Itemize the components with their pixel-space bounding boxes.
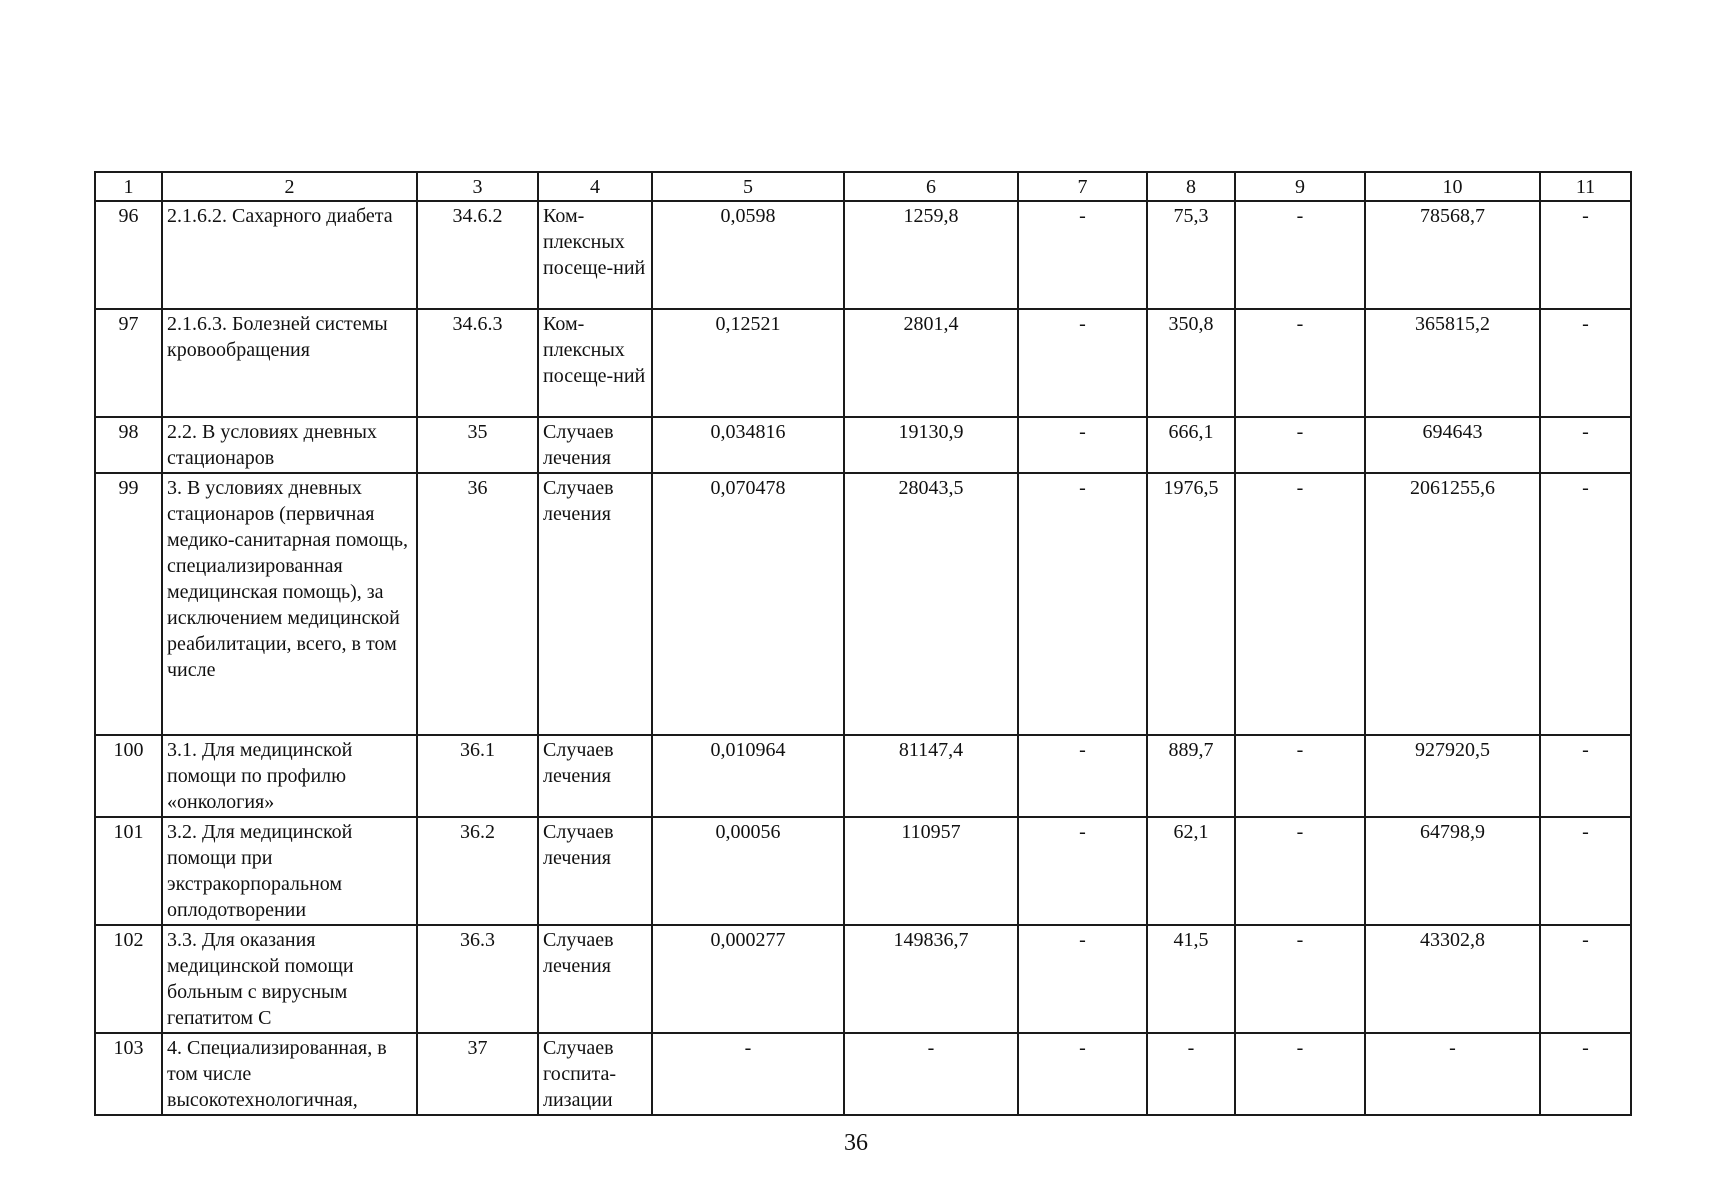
row-unit: Ком-плексных посеще-ний [538,309,652,417]
row-code: 36.2 [417,817,538,925]
row-unit: Случаев лечения [538,473,652,735]
cell-col10: - [1365,1033,1540,1115]
cell-col6: 2801,4 [844,309,1018,417]
cell-col8: 889,7 [1147,735,1235,817]
cell-col5: 0,070478 [652,473,844,735]
row-number: 98 [95,417,162,473]
cell-col8: - [1147,1033,1235,1115]
row-code: 35 [417,417,538,473]
cell-col10: 927920,5 [1365,735,1540,817]
cell-col10: 365815,2 [1365,309,1540,417]
column-header: 11 [1540,172,1631,201]
cell-col8: 41,5 [1147,925,1235,1033]
cell-col8: 666,1 [1147,417,1235,473]
row-name: 3. В условиях дневных стационаров (первичная медико-санитарная помощь, специализированная медицинская помощь), за исключением медицинской реабилитации, всего, в том числе [162,473,417,735]
cell-col5: 0,010964 [652,735,844,817]
table-row [95,925,1631,1033]
cell-col10: 2061255,6 [1365,473,1540,735]
table-row [95,417,1631,473]
cell-col7: - [1018,925,1147,1033]
cell-col11: - [1540,201,1631,309]
cell-col5: 0,00056 [652,817,844,925]
cell-col8: 350,8 [1147,309,1235,417]
cell-col11: - [1540,817,1631,925]
cell-col5: - [652,1033,844,1115]
cell-col11: - [1540,473,1631,735]
row-name: 4. Специализированная, в том числе высокотехнологичная, [162,1033,417,1115]
row-unit: Случаев лечения [538,735,652,817]
data-table [94,171,1632,1116]
row-code: 34.6.2 [417,201,538,309]
table-row [95,309,1631,417]
cell-col8: 1976,5 [1147,473,1235,735]
cell-col11: - [1540,925,1631,1033]
cell-col10: 694643 [1365,417,1540,473]
row-unit: Случаев лечения [538,925,652,1033]
row-name: 3.3. Для оказания медицинской помощи больным с вирусным гепатитом С [162,925,417,1033]
row-number: 96 [95,201,162,309]
cell-col6: 149836,7 [844,925,1018,1033]
row-number: 102 [95,925,162,1033]
cell-col5: 0,12521 [652,309,844,417]
column-header: 5 [652,172,844,201]
cell-col7: - [1018,417,1147,473]
column-header: 8 [1147,172,1235,201]
row-number: 100 [95,735,162,817]
cell-col9: - [1235,309,1365,417]
cell-col7: - [1018,817,1147,925]
row-name: 2.2. В условиях дневных стационаров [162,417,417,473]
cell-col9: - [1235,201,1365,309]
row-number: 101 [95,817,162,925]
row-number: 99 [95,473,162,735]
cell-col11: - [1540,417,1631,473]
cell-col10: 43302,8 [1365,925,1540,1033]
row-unit: Ком-плексных посеще-ний [538,201,652,309]
cell-col6: 1259,8 [844,201,1018,309]
column-header: 4 [538,172,652,201]
cell-col7: - [1018,201,1147,309]
cell-col7: - [1018,473,1147,735]
cell-col9: - [1235,1033,1365,1115]
row-name: 3.2. Для медицинской помощи при экстракорпоральном оплодотворении [162,817,417,925]
cell-col9: - [1235,925,1365,1033]
table-row [95,1033,1631,1115]
cell-col7: - [1018,735,1147,817]
column-header: 3 [417,172,538,201]
row-unit: Случаев лечения [538,817,652,925]
cell-col9: - [1235,417,1365,473]
row-code: 37 [417,1033,538,1115]
cell-col6: 81147,4 [844,735,1018,817]
table-row [95,817,1631,925]
cell-col5: 0,0598 [652,201,844,309]
cell-col6: 110957 [844,817,1018,925]
table-header-row [95,172,1631,201]
cell-col5: 0,000277 [652,925,844,1033]
row-unit: Случаев госпита-лизации [538,1033,652,1115]
column-header: 1 [95,172,162,201]
cell-col8: 75,3 [1147,201,1235,309]
table-row [95,473,1631,735]
cell-col6: 28043,5 [844,473,1018,735]
cell-col9: - [1235,473,1365,735]
row-name: 2.1.6.2. Сахарного диабета [162,201,417,309]
row-code: 36 [417,473,538,735]
row-name: 2.1.6.3. Болезней системы кровообращения [162,309,417,417]
column-header: 7 [1018,172,1147,201]
cell-col6: - [844,1033,1018,1115]
row-code: 34.6.3 [417,309,538,417]
cell-col6: 19130,9 [844,417,1018,473]
row-unit: Случаев лечения [538,417,652,473]
row-code: 36.1 [417,735,538,817]
cell-col5: 0,034816 [652,417,844,473]
row-code: 36.3 [417,925,538,1033]
table-row [95,201,1631,309]
cell-col11: - [1540,735,1631,817]
row-number: 103 [95,1033,162,1115]
cell-col7: - [1018,1033,1147,1115]
column-header: 10 [1365,172,1540,201]
row-number: 97 [95,309,162,417]
cell-col11: - [1540,309,1631,417]
column-header: 9 [1235,172,1365,201]
cell-col7: - [1018,309,1147,417]
cell-col9: - [1235,817,1365,925]
cell-col8: 62,1 [1147,817,1235,925]
table-row [95,735,1631,817]
cell-col10: 64798,9 [1365,817,1540,925]
row-name: 3.1. Для медицинской помощи по профилю «онкология» [162,735,417,817]
column-header: 2 [162,172,417,201]
cell-col9: - [1235,735,1365,817]
cell-col11: - [1540,1033,1631,1115]
cell-col10: 78568,7 [1365,201,1540,309]
column-header: 6 [844,172,1018,201]
page-number: 36 [844,1130,868,1156]
